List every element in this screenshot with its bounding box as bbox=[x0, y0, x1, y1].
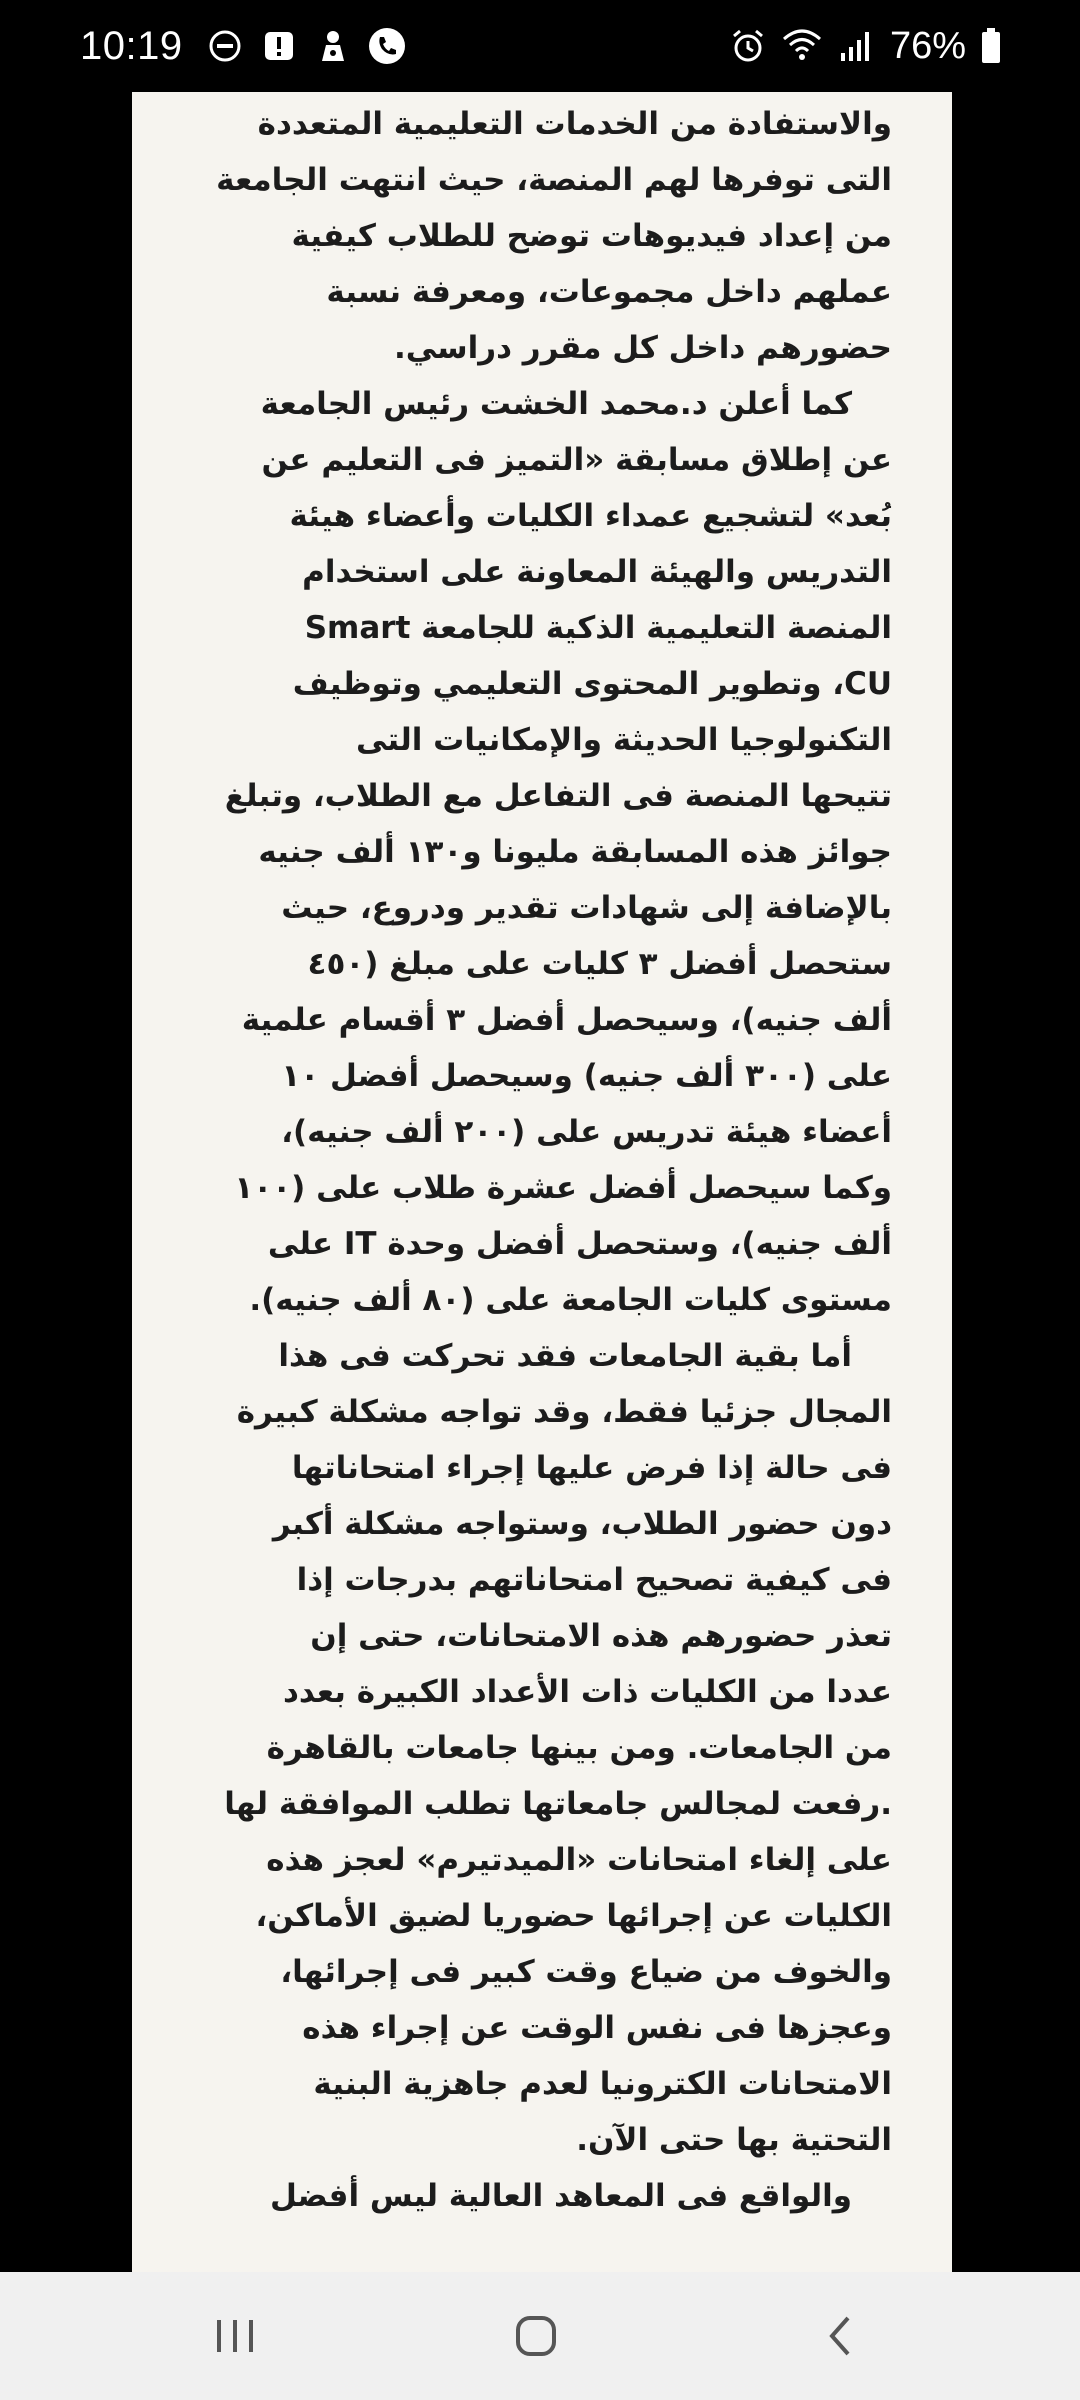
article-line: CU، وتطوير المحتوى التعليمي وتوظيف bbox=[292, 666, 892, 702]
image-viewer[interactable] bbox=[0, 92, 1080, 2272]
do-not-disturb-icon bbox=[205, 26, 245, 66]
phone-call-icon bbox=[367, 26, 407, 66]
status-left bbox=[80, 0, 407, 92]
article-line: على إلغاء امتحانات «الميدتيرم» لعجز هذه bbox=[266, 1842, 892, 1878]
article-line: من الجامعات. ومن بينها جامعات بالقاهرة bbox=[266, 1730, 892, 1766]
article-line: الامتحانات الكترونيا لعدم جاهزية البنية bbox=[313, 2066, 892, 2102]
article-line: بالإضافة إلى شهادات تقدير ودروع، حيث bbox=[281, 890, 892, 926]
article-line: من إعداد فيديوهات توضح للطلاب كيفية bbox=[291, 218, 892, 254]
article-line: مستوى كليات الجامعة على (٨٠ ألف جنيه). bbox=[249, 1282, 892, 1318]
article-line: التدريس والهيئة المعاونة على استخدام bbox=[302, 554, 892, 590]
article-line: فى حالة إذا فرض عليها إجراء امتحاناتها bbox=[291, 1450, 892, 1486]
app-notification-icon bbox=[313, 26, 353, 66]
article-line: التى توفرها لهم المنصة، حيث انتهت الجامعة bbox=[216, 162, 892, 198]
article-line: أما بقية الجامعات فقد تحركت فى هذا bbox=[278, 1338, 852, 1374]
navigation-bar bbox=[0, 2272, 1080, 2400]
article-line: وكما سيحصل أفضل عشرة طلاب على (١٠٠ bbox=[234, 1170, 892, 1206]
article-line: التكنولوجيا الحديثة والإمكانيات التى bbox=[356, 722, 892, 758]
article-line: كما أعلن د.محمد الخشت رئيس الجامعة bbox=[260, 386, 852, 422]
home-button[interactable] bbox=[456, 2272, 616, 2400]
status-bar bbox=[0, 0, 1080, 92]
article-line: حضورهم داخل كل مقرر دراسي. bbox=[393, 330, 892, 366]
wifi-icon bbox=[782, 26, 822, 66]
article-line: ألف جنيه)، وستحصل أفضل وحدة IT على bbox=[267, 1226, 892, 1262]
article-line: عددا من الكليات ذات الأعداد الكبيرة بعدد bbox=[282, 1674, 892, 1710]
battery-icon bbox=[980, 26, 1002, 66]
alert-notification-icon bbox=[259, 26, 299, 66]
status-time: 10:19 bbox=[80, 23, 183, 68]
article-line: فى كيفية تصحيح امتحاناتهم بدرجات إذا bbox=[296, 1562, 892, 1598]
article-line: أعضاء هيئة تدريس على (٢٠٠ ألف جنيه)، bbox=[281, 1114, 892, 1150]
article-line: على (٣٠٠ ألف جنيه) وسيحصل أفضل ١٠ bbox=[281, 1058, 892, 1094]
recents-button[interactable] bbox=[155, 2272, 315, 2400]
article-text bbox=[192, 96, 892, 2224]
back-button[interactable] bbox=[760, 2272, 920, 2400]
article-line: دون حضور الطلاب، وستواجه مشكلة أكبر bbox=[272, 1506, 892, 1542]
article-line: جوائز هذه المسابقة مليونا و١٣٠ ألف جنيه bbox=[258, 834, 892, 870]
article-line: المنصة التعليمية الذكية للجامعة Smart bbox=[304, 610, 892, 646]
alarm-icon bbox=[728, 26, 768, 66]
article-line: ألف جنيه)، وسيحصل أفضل ٣ أقسام علمية bbox=[241, 1002, 892, 1038]
article-line: التحتية بها حتى الآن. bbox=[576, 2122, 892, 2158]
article-line: عن إطلاق مسابقة «التميز فى التعليم عن bbox=[261, 442, 892, 478]
battery-percent: 76% bbox=[889, 24, 966, 67]
signal-icon bbox=[836, 26, 876, 66]
article-line: المجال جزئيا فقط، وقد تواجه مشكلة كبيرة bbox=[236, 1394, 892, 1430]
article-line: والاستفادة من الخدمات التعليمية المتعددة bbox=[257, 106, 892, 142]
back-icon bbox=[822, 2314, 858, 2358]
home-icon bbox=[512, 2312, 560, 2360]
article-line: تعذر حضورهم هذه الامتحانات، حتى إن bbox=[310, 1618, 892, 1654]
article-line: عملهم داخل مجموعات، ومعرفة نسبة bbox=[326, 274, 892, 310]
article-line: بُعد» لتشجيع عمداء الكليات وأعضاء هيئة bbox=[289, 498, 892, 534]
article-line: والواقع فى المعاهد العالية ليس أفضل bbox=[269, 2178, 852, 2214]
article-line: وعجزها فى نفس الوقت عن إجراء هذه bbox=[302, 2010, 892, 2046]
article-line: الكليات عن إجرائها حضوريا لضيق الأماكن، bbox=[255, 1898, 892, 1934]
newspaper-clipping[interactable] bbox=[132, 92, 952, 2272]
article-line: ستحصل أفضل ٣ كليات على مبلغ (٤٥٠ bbox=[307, 946, 892, 982]
article-line: .رفعت لمجالس جامعاتها تطلب الموافقة لها bbox=[224, 1786, 892, 1822]
recents-icon bbox=[213, 2316, 257, 2356]
article-line: تتيحها المنصة فى التفاعل مع الطلاب، وتبلغ bbox=[224, 778, 892, 814]
status-right bbox=[728, 0, 1002, 92]
article-line: والخوف من ضياع وقت كبير فى إجرائها، bbox=[280, 1954, 892, 1990]
